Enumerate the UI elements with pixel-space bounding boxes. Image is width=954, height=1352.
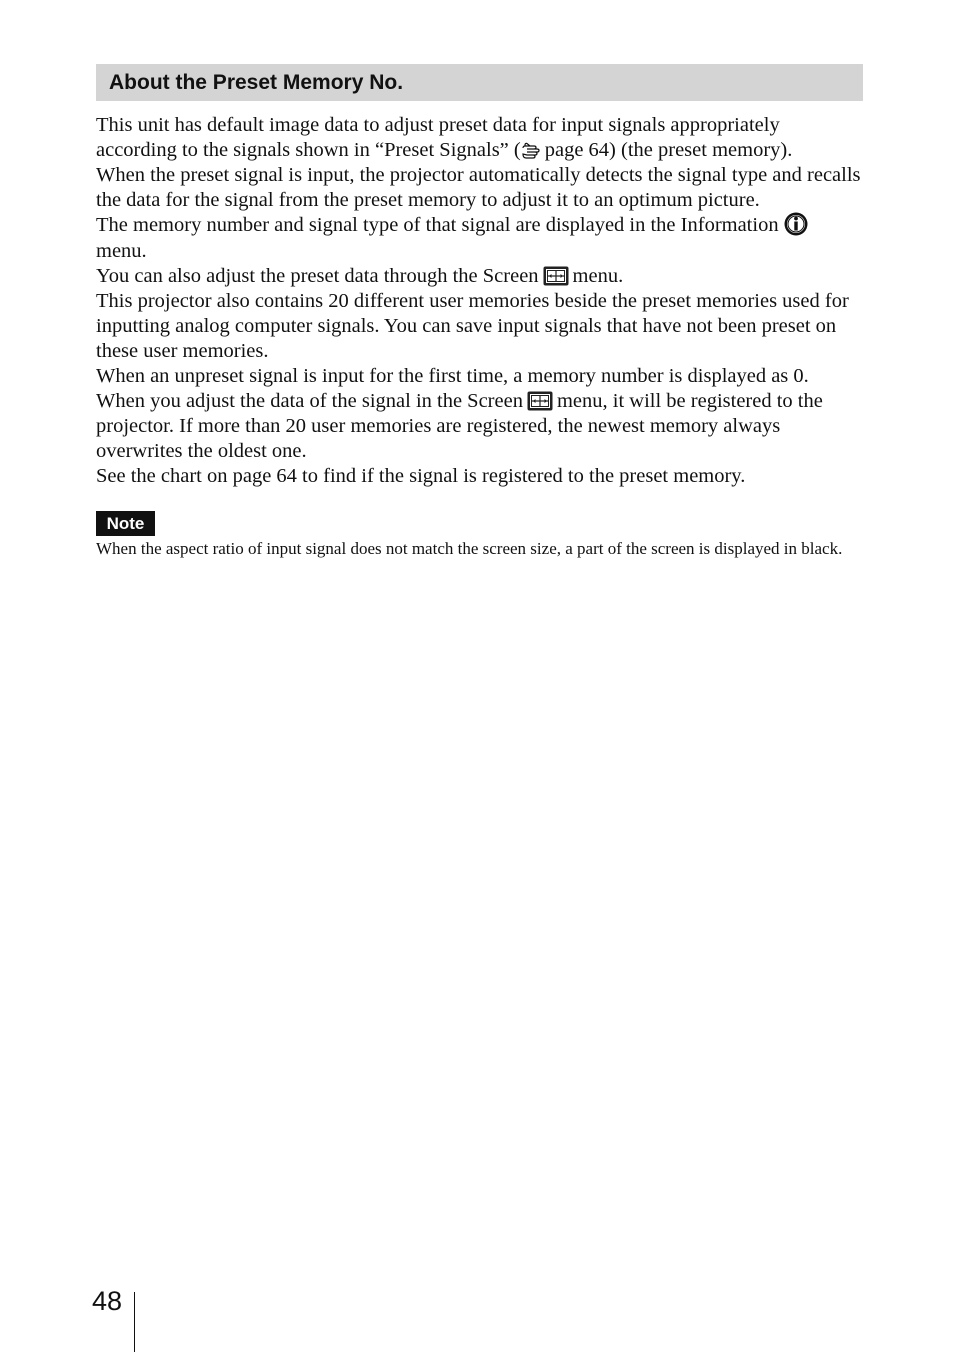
paragraph-preset-memory [96,113,864,163]
information-icon [783,211,809,237]
note-text: When the aspect ratio of input signal does not match the screen size, a part of the screen is displayed in black. [96,539,843,558]
page-number: 48 [92,1286,123,1316]
paragraph-text: page 64) (the preset memory). [544,139,793,161]
note-label: Note [96,511,155,536]
pointing-hand-icon [521,141,543,159]
paragraph-text: menu, it will be registered to the projector. If more than 20 user memories are registered, the newest memory always overwrites the oldest one. [96,390,823,463]
body-text [96,113,864,489]
paragraph-text: The memory number and signal type of that signal are displayed in the Information [96,214,779,236]
paragraph-auto-detect: When the preset signal is input, the projector automatically detects the signal type and recalls the data for the signal from the preset memory to adjust it to an optimum picture. [96,164,861,211]
section-title: About the Preset Memory No. [96,64,863,101]
paragraph-chart-reference: See the chart on page 64 to find if the signal is registered to the preset memory. [96,465,746,488]
paragraph-text: menu. [96,240,147,263]
paragraph-information-menu [96,213,864,264]
paragraph-unpreset-signal: When an unpreset signal is input for the first time, a memory number is displayed as 0. [96,365,809,388]
paragraph-registration [96,389,864,464]
screen-menu-icon [527,391,553,411]
paragraph-text: When you adjust the data of the signal in the Screen [96,390,523,413]
paragraph-text: This unit has default image data to adjust preset data for input signals appropriately according to the signals shown in “Preset Signals” ( [96,114,780,161]
paragraph-text: menu. [572,265,624,288]
screen-menu-icon [543,266,569,286]
page-divider [134,1292,135,1352]
paragraph-screen-menu [96,264,864,289]
paragraph-user-memories: This projector also contains 20 different user memories beside the preset memories used for inputting analog computer signals. You can save input signals that have not been preset on these user memories. [96,290,849,363]
paragraph-text: You can also adjust the preset data through the Screen [96,265,539,288]
